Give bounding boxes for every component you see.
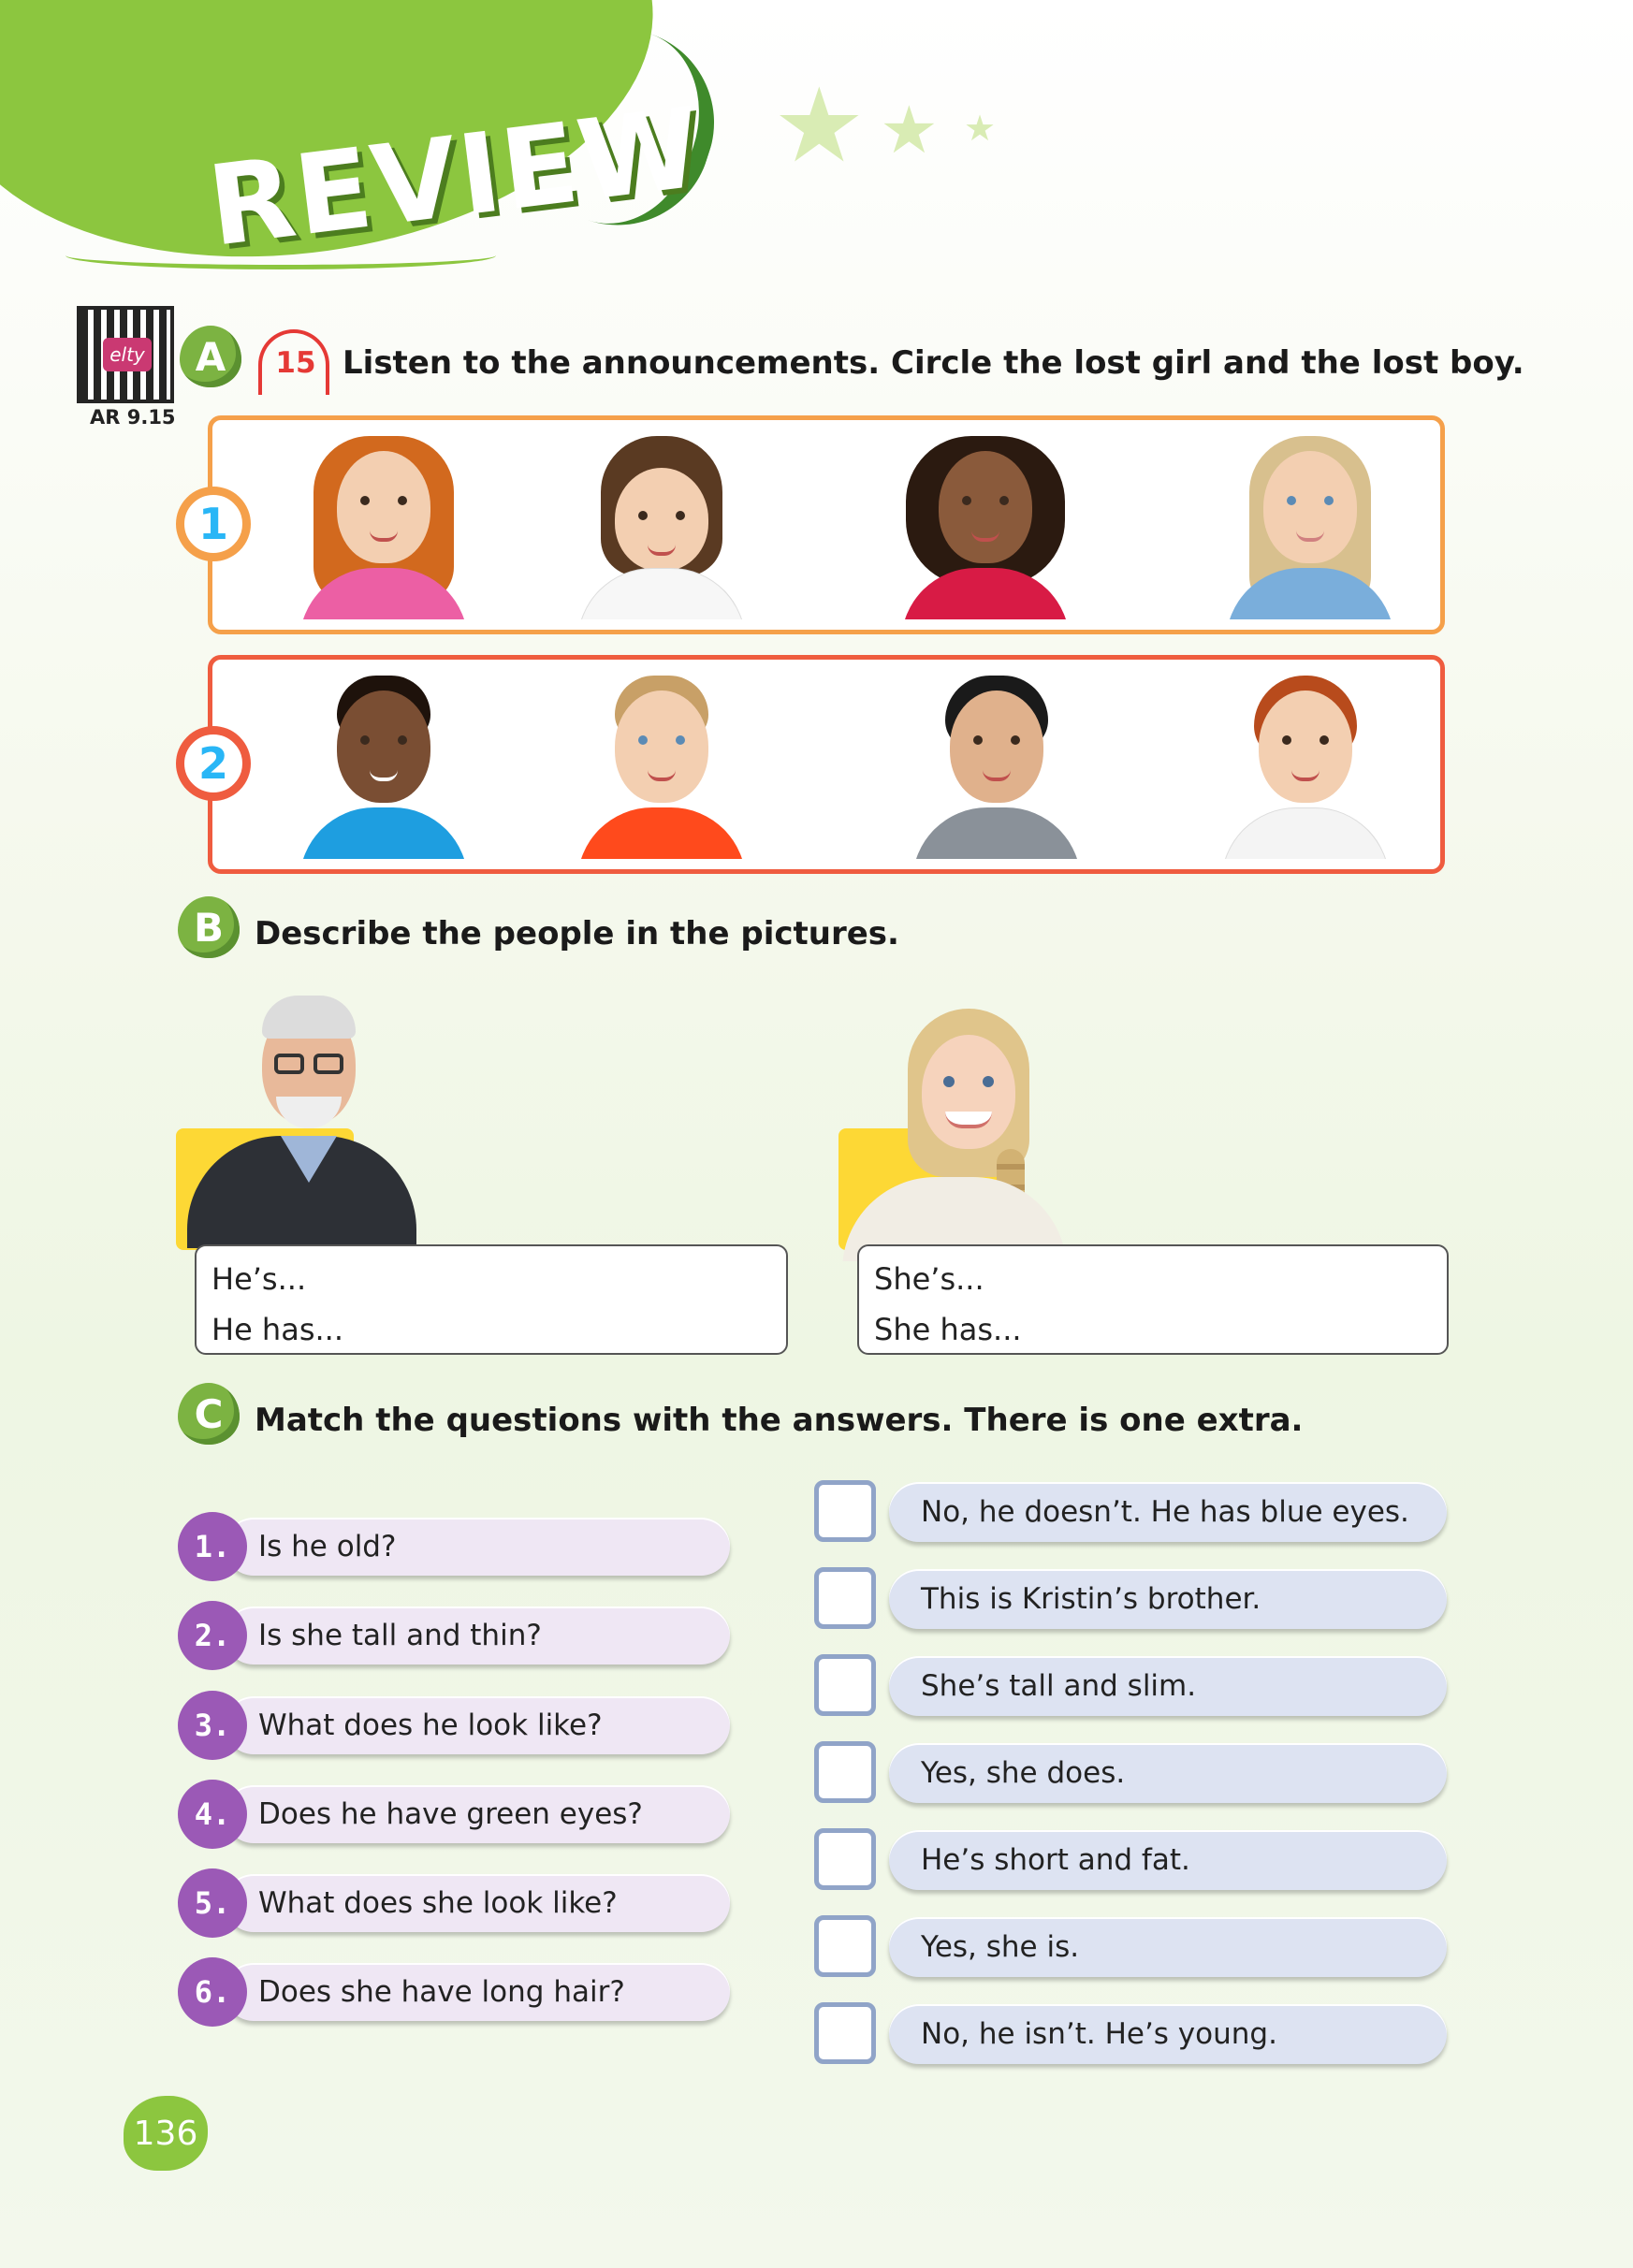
question-5-number: 5. — [178, 1868, 247, 1938]
row-2-number: 2 — [176, 726, 251, 801]
qr-label: AR 9.15 — [90, 406, 176, 429]
answer-6: Yes, she is. — [889, 1917, 1447, 1977]
section-b-instruction: Describe the people in the pictures. — [255, 915, 899, 952]
question-3: What does he look like? — [225, 1696, 730, 1754]
section-b-badge: B — [178, 896, 240, 958]
man-description-box[interactable] — [195, 1244, 788, 1355]
row-1-number: 1 — [176, 487, 251, 561]
question-4: Does he have green eyes? — [225, 1785, 730, 1843]
boy-photo-1[interactable] — [295, 672, 473, 859]
audio-track-number: 15 — [275, 346, 316, 380]
answer-4: Yes, she does. — [889, 1743, 1447, 1803]
star-icon-small: ★ — [964, 108, 997, 149]
section-a-badge: A — [180, 326, 241, 387]
question-4-number: 4. — [178, 1780, 247, 1849]
man-photo[interactable] — [182, 996, 426, 1248]
question-1: Is he old? — [225, 1518, 730, 1576]
answer-5: He’s short and fat. — [889, 1830, 1447, 1890]
girl-description-box[interactable] — [857, 1244, 1449, 1355]
page-title: REVIEW — [201, 82, 709, 271]
boy-photo-4[interactable] — [1217, 672, 1394, 859]
question-6: Does she have long hair? — [225, 1963, 730, 2021]
section-c-badge: C — [178, 1383, 240, 1445]
section-c-instruction: Match the questions with the answers. There is one extra. — [255, 1402, 1304, 1439]
girl-photo-4[interactable] — [1221, 432, 1399, 619]
girl-photo-b[interactable] — [842, 1009, 1086, 1261]
answer-3-checkbox[interactable] — [814, 1654, 876, 1716]
question-1-number: 1. — [178, 1512, 247, 1581]
question-3-number: 3. — [178, 1691, 247, 1760]
answer-2: This is Kristin’s brother. — [889, 1569, 1447, 1629]
answer-4-checkbox[interactable] — [814, 1741, 876, 1803]
answer-7: No, he isn’t. He’s young. — [889, 2004, 1447, 2064]
boy-photo-2[interactable] — [573, 672, 751, 859]
answer-1-checkbox[interactable] — [814, 1480, 876, 1542]
star-icon-large: ★ — [773, 65, 866, 185]
question-6-number: 6. — [178, 1957, 247, 2027]
answer-2-checkbox[interactable] — [814, 1567, 876, 1629]
answer-1: No, he doesn’t. He has blue eyes. — [889, 1482, 1447, 1542]
girl-line-1: She’s... — [874, 1261, 984, 1297]
girl-photo-2[interactable] — [573, 432, 751, 619]
question-2-number: 2. — [178, 1601, 247, 1670]
girl-line-2: She has... — [874, 1312, 1022, 1347]
header-underline — [66, 241, 496, 269]
page-number: 136 — [124, 2096, 208, 2171]
qr-logo: elty — [103, 338, 152, 371]
question-5: What does she look like? — [225, 1874, 730, 1932]
man-line-1: He’s... — [211, 1261, 307, 1297]
girl-photo-1[interactable] — [295, 432, 473, 619]
answer-7-checkbox[interactable] — [814, 2002, 876, 2064]
answer-5-checkbox[interactable] — [814, 1828, 876, 1890]
man-line-2: He has... — [211, 1312, 343, 1347]
answer-3: She’s tall and slim. — [889, 1656, 1447, 1716]
star-icon-medium: ★ — [880, 92, 939, 168]
boy-photo-3[interactable] — [908, 672, 1086, 859]
qr-code[interactable] — [77, 306, 174, 403]
answer-6-checkbox[interactable] — [814, 1915, 876, 1977]
girl-photo-3[interactable] — [897, 432, 1074, 619]
section-a-instruction: Listen to the announcements. Circle the lost girl and the lost boy. — [343, 344, 1524, 382]
question-2: Is she tall and thin? — [225, 1606, 730, 1665]
